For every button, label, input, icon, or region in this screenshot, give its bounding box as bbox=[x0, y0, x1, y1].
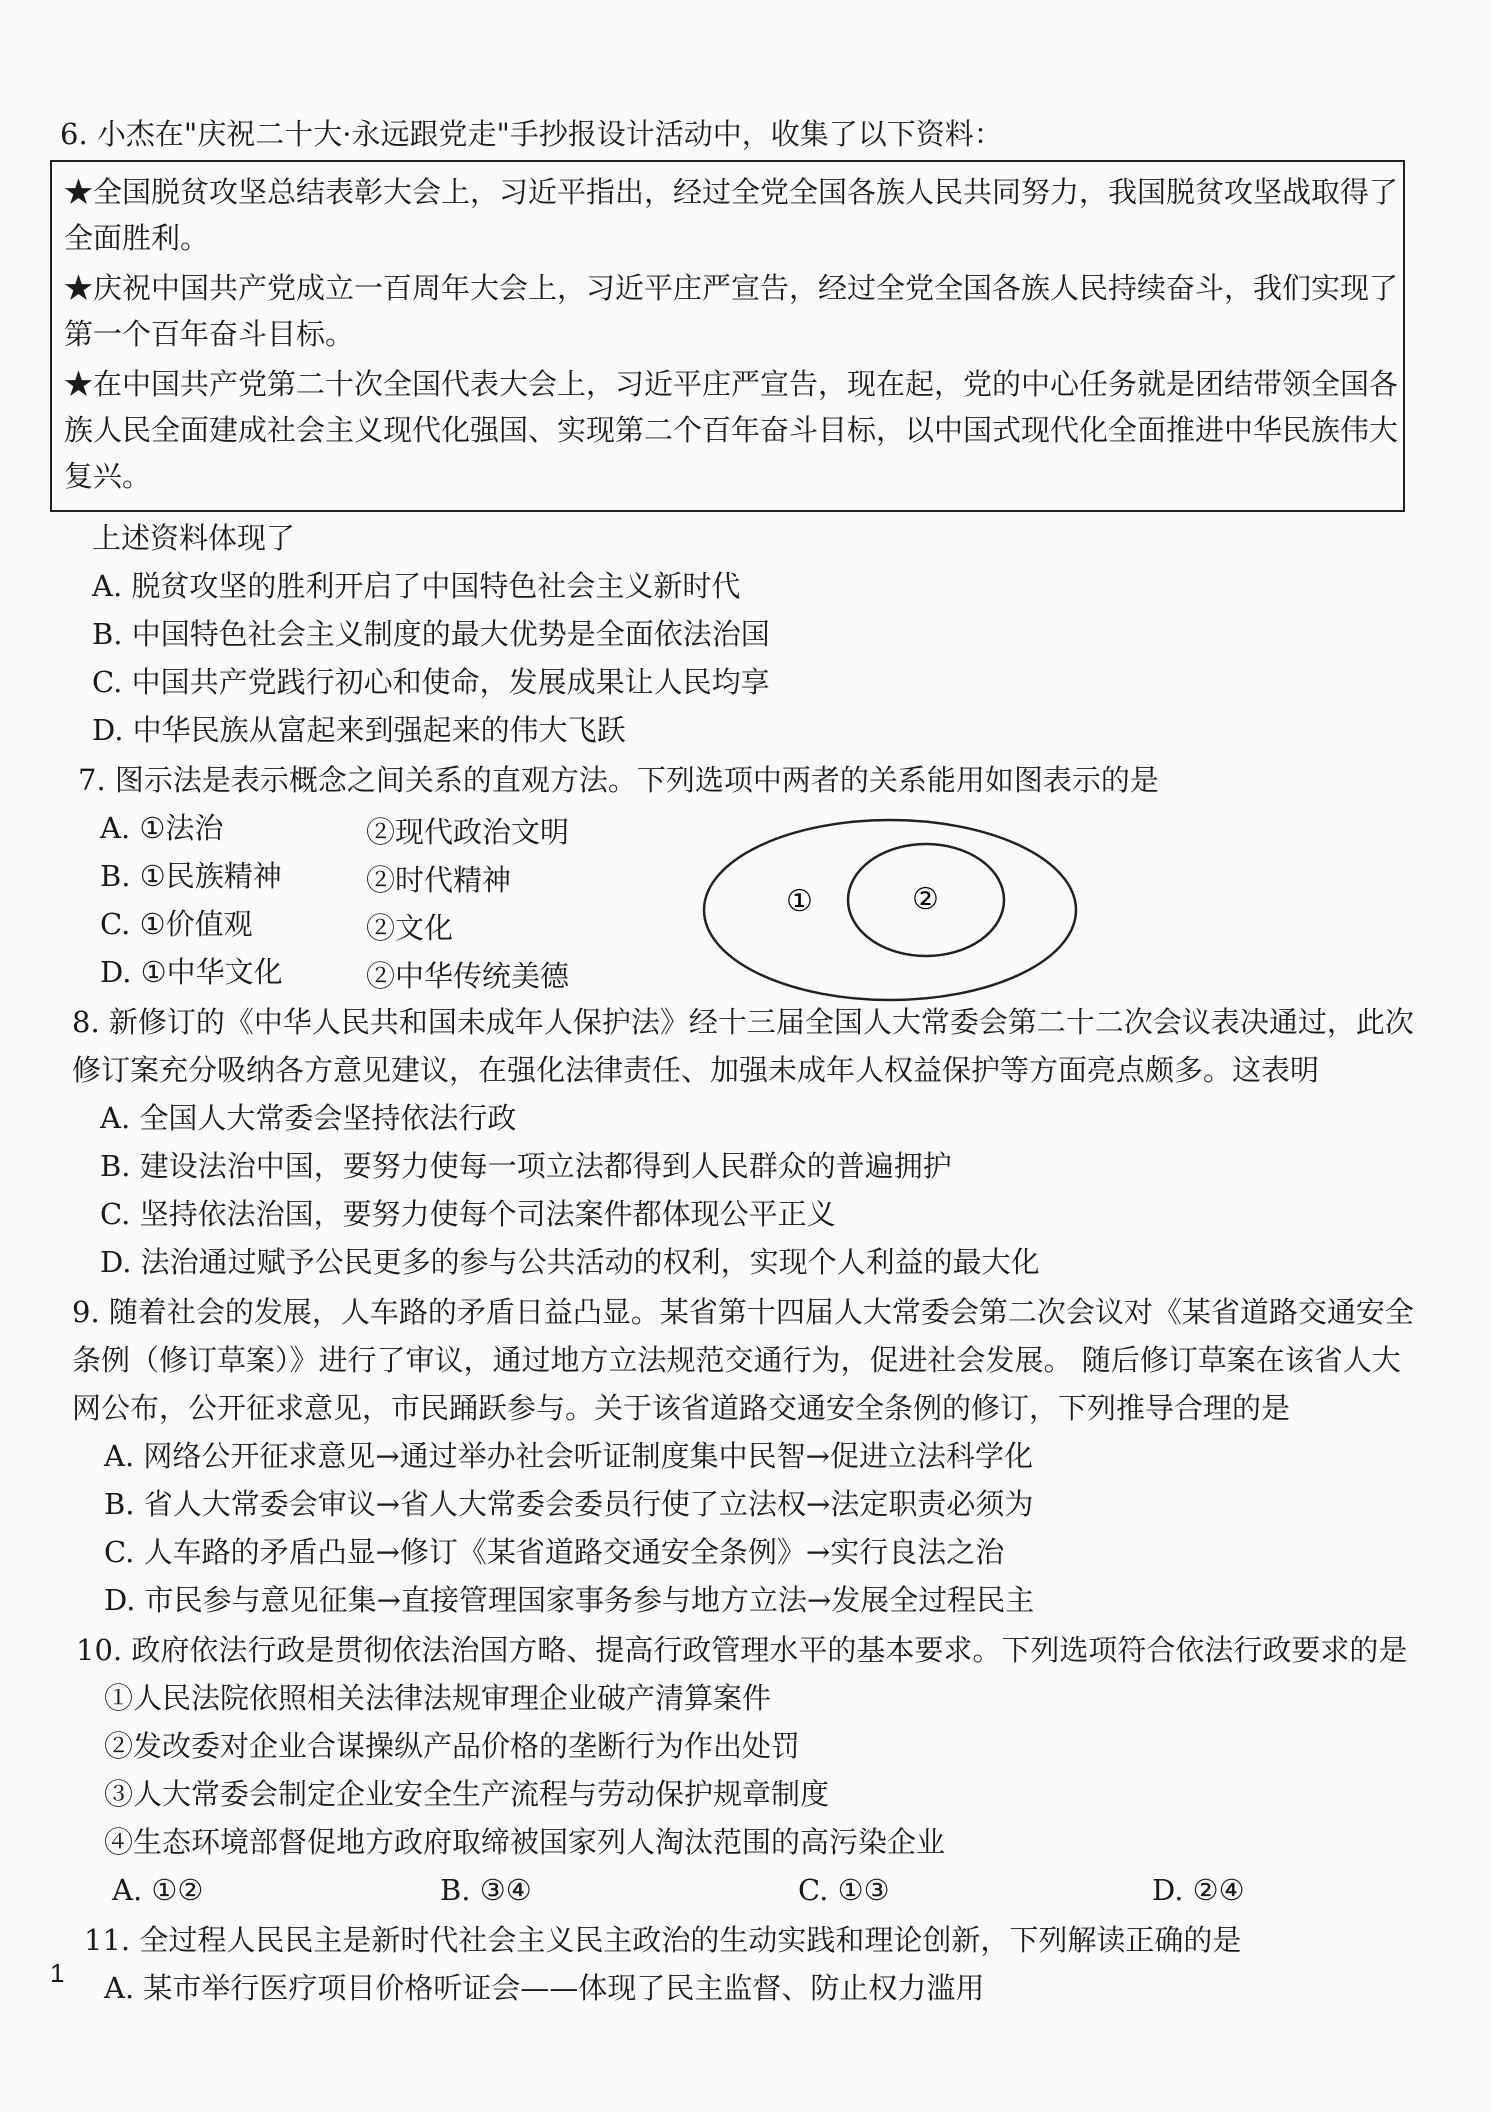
q10-item-2: ②发改委对企业合谋操纵产品价格的垄断行为作出处罚 bbox=[104, 1729, 801, 1763]
venn-outer-ellipse bbox=[704, 820, 1076, 1000]
q7-option-a1: A. ①法治 bbox=[100, 811, 224, 845]
q6-box-p3-line2: 族人民全面建成社会主义现代化强国、实现第二个百年奋斗目标，以中国式现代化全面推进中华民族伟大 bbox=[64, 413, 1399, 447]
q10-option-b: B. ③④ bbox=[440, 1873, 532, 1907]
q7-stem: 7. 图示法是表示概念之间关系的直观方法。下列选项中两者的关系能用如图表示的是 bbox=[78, 763, 1159, 797]
q6-stem: 6. 小杰在"庆祝二十大·永远跟党走"手抄报设计活动中，收集了以下资料： bbox=[60, 117, 1003, 151]
q6-box-p3-line3: 复兴。 bbox=[64, 459, 152, 493]
q6-box-p1-line2: 全面胜利。 bbox=[64, 221, 210, 255]
q10-option-d: D. ②④ bbox=[1152, 1873, 1245, 1907]
q7-option-d1: D. ①中华文化 bbox=[100, 955, 283, 989]
q6-lead: 上述资料体现了 bbox=[92, 521, 296, 555]
q6-option-b: B. 中国特色社会主义制度的最大优势是全面依法治国 bbox=[92, 617, 770, 651]
q6-option-c: C. 中国共产党践行初心和使命，发展成果让人民均享 bbox=[92, 665, 770, 699]
q10-stem: 10. 政府依法行政是贯彻依法治国方略、提高行政管理水平的基本要求。下列选项符合依法行政要求的是 bbox=[76, 1633, 1408, 1667]
q6-material-box bbox=[50, 160, 1405, 512]
page-number: 1 bbox=[50, 1958, 65, 1988]
q9-stem-line3: 网公布，公开征求意见，市民踊跃参与。关于该省道路交通安全条例的修订，下列推导合理的是 bbox=[72, 1391, 1291, 1425]
q10-item-3: ③人大常委会制定企业安全生产流程与劳动保护规章制度 bbox=[104, 1777, 830, 1811]
q7-option-b1: B. ①民族精神 bbox=[100, 859, 282, 893]
q8-stem-line1: 8. 新修订的《中华人民共和国未成年人保护法》经十三届全国人大常委会第二十二次会议表决通过，此次 bbox=[72, 1005, 1414, 1039]
q7-option-c1: C. ①价值观 bbox=[100, 907, 253, 941]
q9-option-b: B. 省人大常委会审议→省人大常委会委员行使了立法权→法定职责必须为 bbox=[104, 1487, 1034, 1521]
q6-box-p3-line1: ★在中国共产党第二十次全国代表大会上，习近平庄严宣告，现在起，党的中心任务就是团结带领全国各 bbox=[64, 367, 1399, 401]
q6-option-d: D. 中华民族从富起来到强起来的伟大飞跃 bbox=[92, 713, 626, 747]
q9-option-a: A. 网络公开征求意见→通过举办社会听证制度集中民智→促进立法科学化 bbox=[104, 1439, 1033, 1473]
q9-option-c: C. 人车路的矛盾凸显→修订《某省道路交通安全条例》→实行良法之治 bbox=[104, 1535, 1005, 1569]
q6-box-p2-line1: ★庆祝中国共产党成立一百周年大会上，习近平庄严宣告，经过全党全国各族人民持续奋斗，我们实现了 bbox=[64, 271, 1399, 305]
q7-option-a2: ②现代政治文明 bbox=[366, 815, 570, 849]
q7-venn-diagram bbox=[700, 815, 1080, 1005]
q9-option-d: D. 市民参与意见征集→直接管理国家事务参与地方立法→发展全过程民主 bbox=[104, 1583, 1035, 1617]
q9-stem-line2: 条例（修订草案）》进行了审议，通过地方立法规范交通行为，促进社会发展。 随后修订草案在该省人大 bbox=[72, 1343, 1401, 1377]
q7-option-b2: ②时代精神 bbox=[366, 863, 512, 897]
q6-box-p2-line2: 第一个百年奋斗目标。 bbox=[64, 317, 355, 351]
q10-option-c: C. ①③ bbox=[798, 1873, 890, 1907]
q8-stem-line2: 修订案充分吸纳各方意见建议，在强化法律责任、加强未成年人权益保护等方面亮点颇多。这表明 bbox=[72, 1053, 1320, 1087]
q6-box-p1-line1: ★全国脱贫攻坚总结表彰大会上，习近平指出，经过全党全国各族人民共同努力，我国脱贫攻坚战取得了 bbox=[64, 175, 1399, 209]
q7-option-c2: ②文化 bbox=[366, 911, 454, 945]
q11-option-a: A. 某市举行医疗项目价格听证会——体现了民主监督、防止权力滥用 bbox=[104, 1971, 985, 2005]
q10-item-1: ①人民法院依照相关法律法规审理企业破产清算案件 bbox=[104, 1681, 772, 1715]
venn-outer-label: ① bbox=[786, 884, 813, 919]
q8-option-a: A. 全国人大常委会坚持依法行政 bbox=[100, 1101, 517, 1135]
q6-option-a: A. 脱贫攻坚的胜利开启了中国特色社会主义新时代 bbox=[92, 569, 741, 603]
venn-inner-label: ② bbox=[912, 882, 939, 917]
q10-item-4: ④生态环境部督促地方政府取缔被国家列人淘汰范围的高污染企业 bbox=[104, 1825, 946, 1859]
q8-option-b: B. 建设法治中国，要努力使每一项立法都得到人民群众的普遍拥护 bbox=[100, 1149, 952, 1183]
q7-option-d2: ②中华传统美德 bbox=[366, 959, 570, 993]
q8-option-c: C. 坚持依法治国，要努力使每个司法案件都体现公平正义 bbox=[100, 1197, 836, 1231]
q8-option-d: D. 法治通过赋予公民更多的参与公共活动的权利，实现个人利益的最大化 bbox=[100, 1245, 1040, 1279]
q11-stem: 11. 全过程人民民主是新时代社会主义民主政治的生动实践和理论创新，下列解读正确的是 bbox=[84, 1923, 1242, 1957]
q10-option-a: A. ①② bbox=[112, 1873, 204, 1907]
q9-stem-line1: 9. 随着社会的发展，人车路的矛盾日益凸显。某省第十四届人大常委会第二次会议对《某省道路交通安全 bbox=[72, 1295, 1414, 1329]
